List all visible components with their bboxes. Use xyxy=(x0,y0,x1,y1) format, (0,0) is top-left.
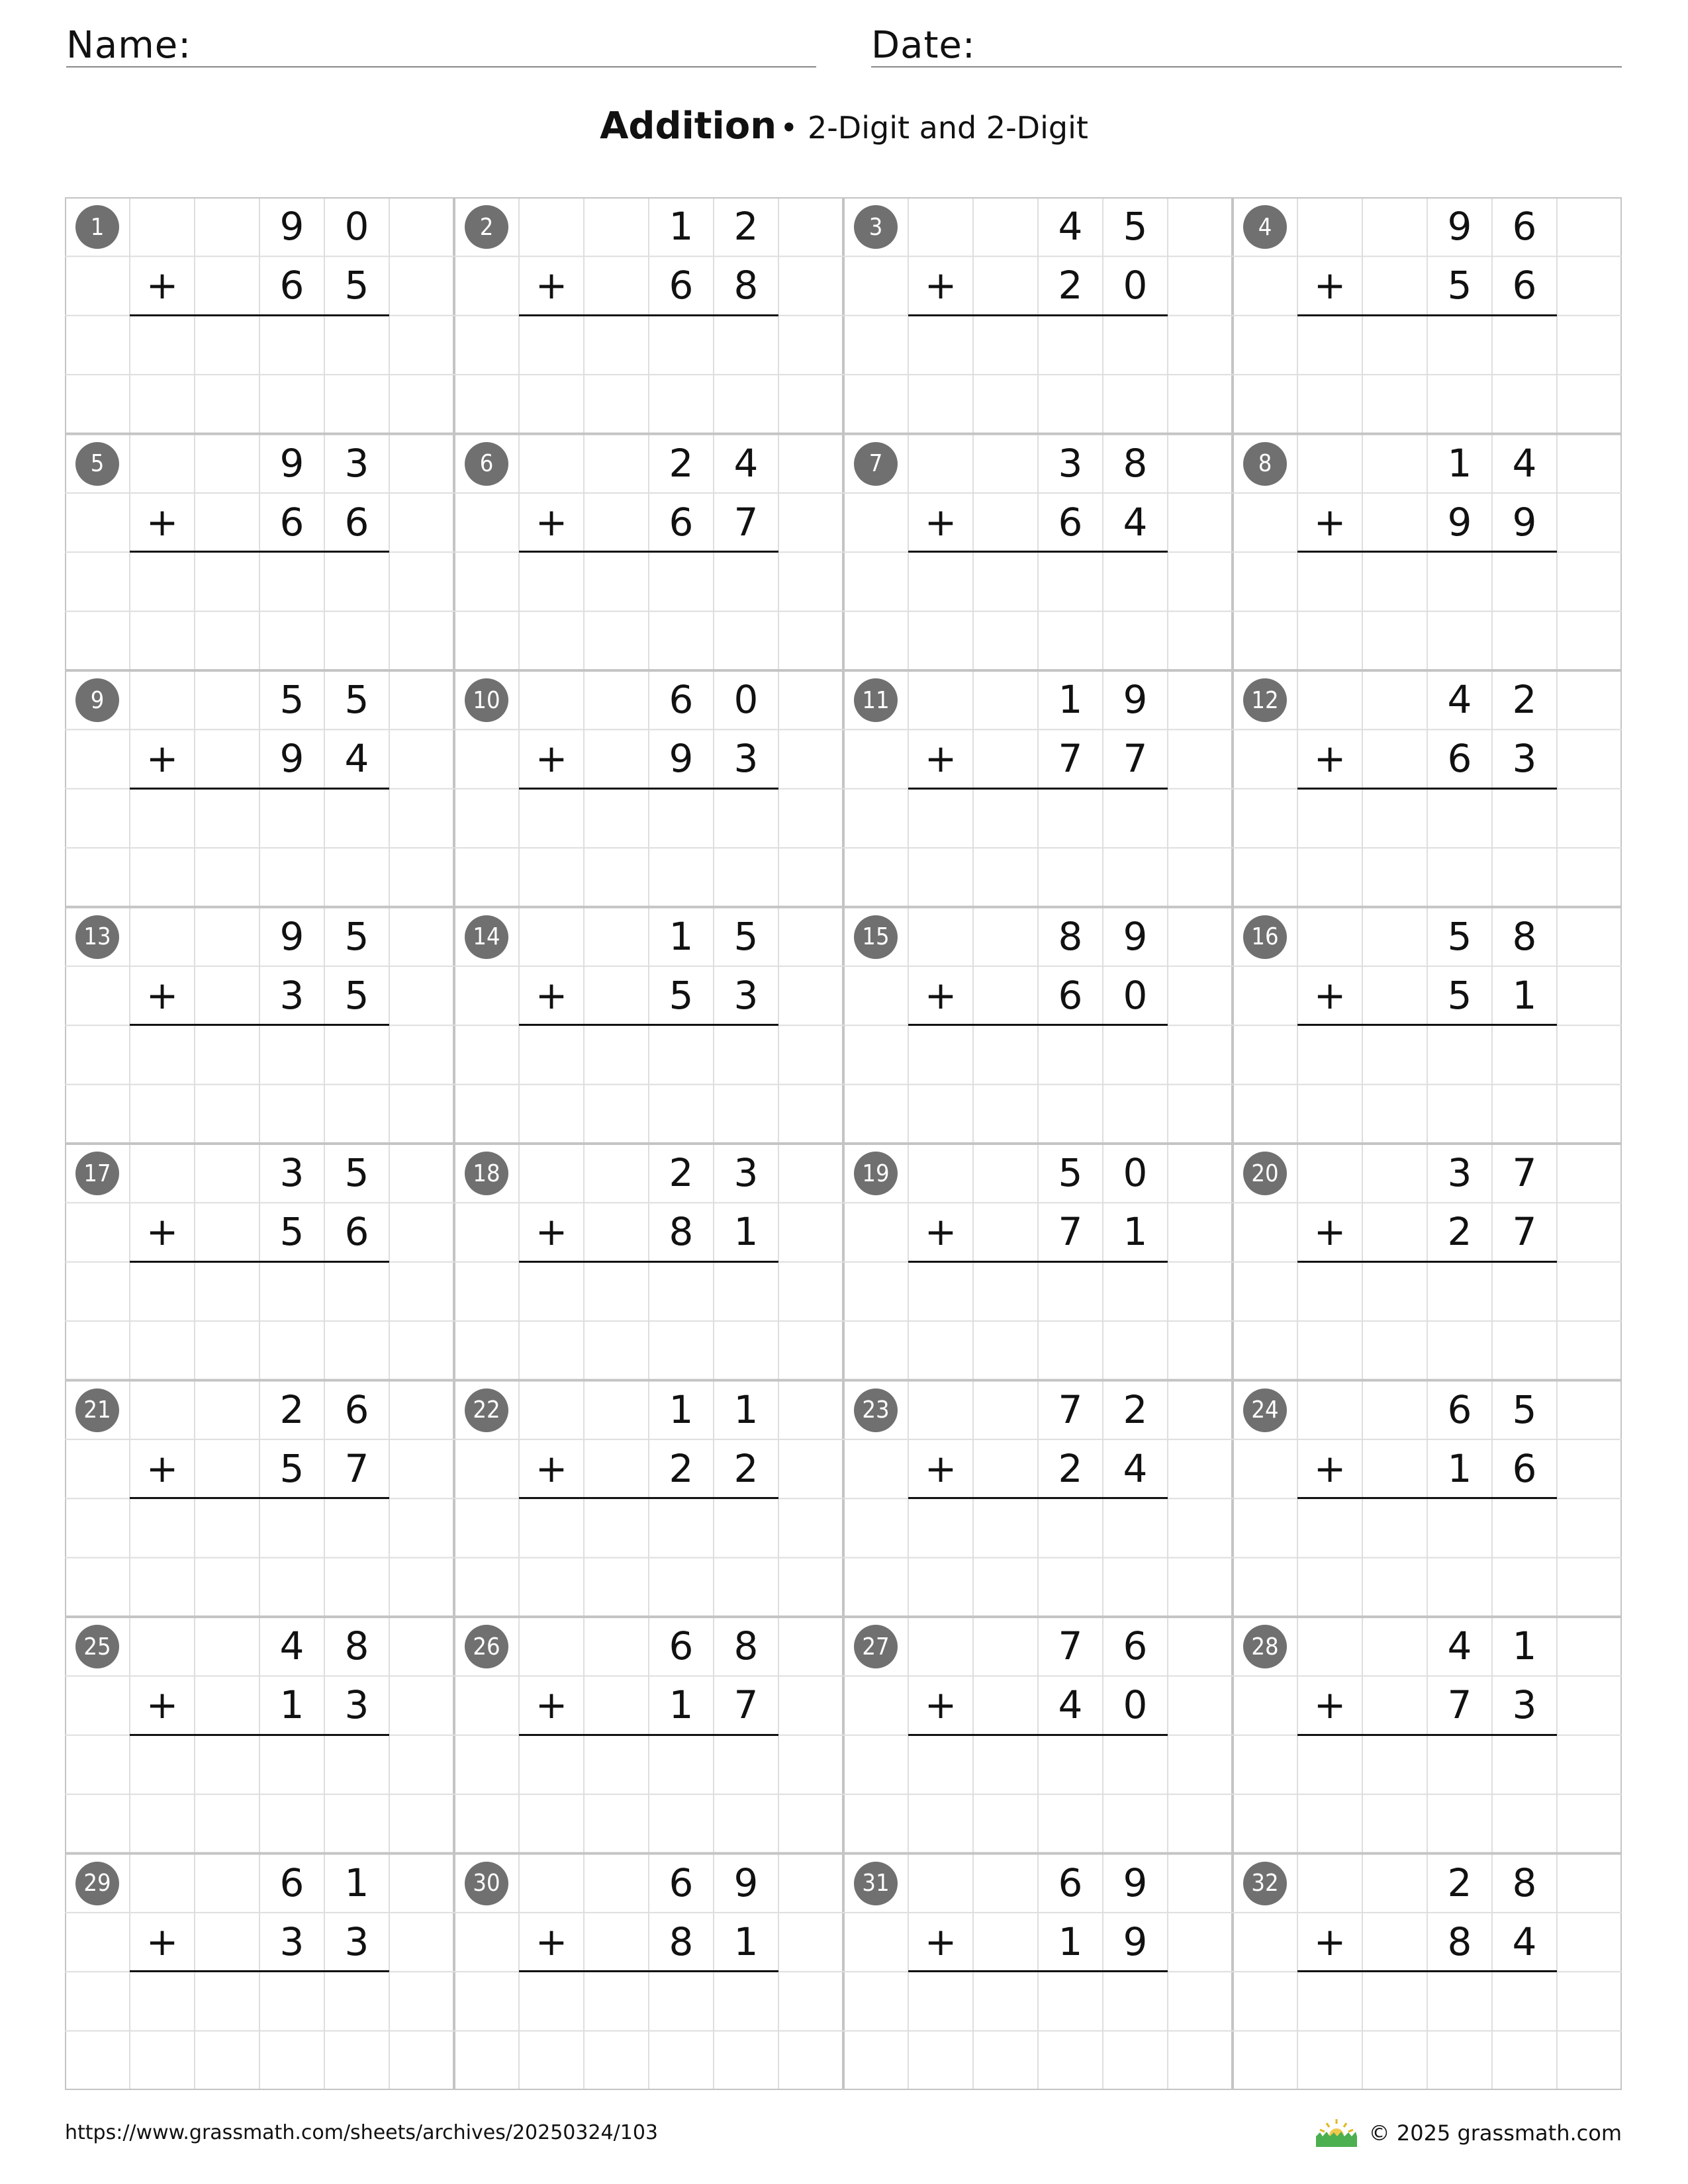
addend-bottom-digit: 5 xyxy=(279,1445,305,1491)
date-input-line[interactable] xyxy=(871,66,1622,68)
addend-top-digit: 1 xyxy=(669,204,694,249)
problem-number-badge: 18 xyxy=(465,1152,508,1195)
addend-top-digit: 9 xyxy=(279,440,305,486)
addend-top-digit: 9 xyxy=(279,913,305,959)
plus-sign: + xyxy=(924,1919,957,1964)
addend-bottom-digit: 1 xyxy=(733,1919,759,1964)
addend-top-digit: 8 xyxy=(1512,1860,1537,1905)
addend-bottom-digit: 6 xyxy=(344,1209,369,1255)
addend-top-digit: 3 xyxy=(344,440,369,486)
addend-bottom-digit: 3 xyxy=(279,1919,305,1964)
addend-bottom-digit: 8 xyxy=(1447,1919,1472,1964)
addend-bottom-digit: 2 xyxy=(1058,263,1083,308)
addend-bottom-digit: 6 xyxy=(1058,972,1083,1018)
plus-sign: + xyxy=(1313,736,1346,782)
addend-top-digit: 3 xyxy=(1447,1150,1472,1195)
answer-area[interactable] xyxy=(908,1498,1168,1617)
addend-bottom-digit: 4 xyxy=(1123,499,1148,545)
plus-sign: + xyxy=(535,1682,568,1728)
problem-number-badge: 28 xyxy=(1243,1625,1287,1668)
answer-area[interactable] xyxy=(519,1972,778,2090)
addend-bottom-digit: 7 xyxy=(1058,736,1083,782)
answer-area[interactable] xyxy=(908,1262,1168,1381)
answer-area[interactable] xyxy=(130,1735,389,1854)
plus-sign: + xyxy=(535,499,568,545)
name-label: Name: xyxy=(66,24,192,67)
addend-bottom-digit: 7 xyxy=(1058,1209,1083,1255)
addend-top-digit: 2 xyxy=(669,440,694,486)
addend-top-digit: 6 xyxy=(344,1387,369,1432)
plus-sign: + xyxy=(924,263,957,308)
addend-top-digit: 3 xyxy=(733,1150,759,1195)
name-input-line[interactable] xyxy=(66,66,816,68)
addend-top-digit: 9 xyxy=(279,204,305,249)
addend-top-digit: 6 xyxy=(279,1860,305,1905)
addend-top-digit: 9 xyxy=(1123,677,1148,722)
addend-top-digit: 2 xyxy=(1512,677,1537,722)
plus-sign: + xyxy=(1313,1682,1346,1728)
plus-sign: + xyxy=(924,1209,957,1255)
addend-bottom-digit: 4 xyxy=(1058,1682,1083,1728)
addend-bottom-digit: 1 xyxy=(1512,972,1537,1018)
addend-top-digit: 9 xyxy=(1447,204,1472,249)
addend-top-digit: 5 xyxy=(1447,913,1472,959)
addend-top-digit: 0 xyxy=(344,204,369,249)
plus-sign: + xyxy=(146,499,179,545)
addend-bottom-digit: 9 xyxy=(1123,1919,1148,1964)
addend-bottom-digit: 1 xyxy=(1447,1445,1472,1491)
problem-number-badge: 16 xyxy=(1243,915,1287,959)
addend-top-digit: 2 xyxy=(669,1150,694,1195)
addend-top-digit: 4 xyxy=(733,440,759,486)
copyright-text: © 2025 grassmath.com xyxy=(1368,2120,1622,2146)
sun-over-grass-icon xyxy=(1313,2118,1360,2148)
addend-bottom-digit: 6 xyxy=(669,263,694,308)
addend-bottom-digit: 4 xyxy=(344,736,369,782)
problem-number-badge: 27 xyxy=(854,1625,898,1668)
addend-bottom-digit: 6 xyxy=(1058,499,1083,545)
problem-number-badge: 13 xyxy=(75,915,119,959)
problem-number-badge: 2 xyxy=(465,205,508,249)
addend-top-digit: 5 xyxy=(344,1150,369,1195)
addend-bottom-digit: 6 xyxy=(669,499,694,545)
answer-area[interactable] xyxy=(519,1262,778,1381)
plus-sign: + xyxy=(146,1445,179,1491)
plus-sign: + xyxy=(535,1919,568,1964)
addend-bottom-digit: 2 xyxy=(1058,1445,1083,1491)
addend-top-digit: 8 xyxy=(1512,913,1537,959)
plus-sign: + xyxy=(1313,263,1346,308)
addend-bottom-digit: 0 xyxy=(1123,1682,1148,1728)
addend-top-digit: 9 xyxy=(733,1860,759,1905)
problem-grid xyxy=(65,197,1622,2090)
addend-top-digit: 1 xyxy=(1058,677,1083,722)
addend-top-digit: 0 xyxy=(1123,1150,1148,1195)
addend-top-digit: 6 xyxy=(1447,1387,1472,1432)
plus-sign: + xyxy=(535,1209,568,1255)
addend-bottom-digit: 3 xyxy=(344,1682,369,1728)
plus-sign: + xyxy=(146,972,179,1018)
plus-sign: + xyxy=(924,1445,957,1491)
addend-bottom-digit: 3 xyxy=(1512,1682,1537,1728)
addend-top-digit: 1 xyxy=(669,913,694,959)
answer-area[interactable] xyxy=(1297,316,1557,434)
addend-top-digit: 2 xyxy=(279,1387,305,1432)
addend-bottom-digit: 9 xyxy=(1447,499,1472,545)
answer-area[interactable] xyxy=(519,316,778,434)
addend-top-digit: 1 xyxy=(733,1387,759,1432)
addend-bottom-digit: 8 xyxy=(669,1919,694,1964)
addend-bottom-digit: 6 xyxy=(1512,1445,1537,1491)
addend-bottom-digit: 5 xyxy=(1447,972,1472,1018)
problem-number-badge: 21 xyxy=(75,1388,119,1432)
answer-area[interactable] xyxy=(1297,1025,1557,1144)
plus-sign: + xyxy=(1313,972,1346,1018)
addend-bottom-digit: 1 xyxy=(279,1682,305,1728)
addend-top-digit: 6 xyxy=(669,1860,694,1905)
addend-top-digit: 5 xyxy=(1058,1150,1083,1195)
addend-bottom-digit: 7 xyxy=(344,1445,369,1491)
addend-bottom-digit: 7 xyxy=(733,1682,759,1728)
addend-top-digit: 8 xyxy=(344,1623,369,1668)
addend-top-digit: 5 xyxy=(1512,1387,1537,1432)
addend-top-digit: 7 xyxy=(1058,1387,1083,1432)
addend-top-digit: 5 xyxy=(1123,204,1148,249)
answer-area[interactable] xyxy=(130,1025,389,1144)
title-main: Addition xyxy=(600,105,777,148)
plus-sign: + xyxy=(1313,1919,1346,1964)
problem-number-badge: 29 xyxy=(75,1862,119,1905)
addend-bottom-digit: 1 xyxy=(733,1209,759,1255)
addend-top-digit: 4 xyxy=(1512,440,1537,486)
problem-number-badge: 5 xyxy=(75,442,119,486)
answer-area[interactable] xyxy=(1297,1735,1557,1854)
addend-bottom-digit: 2 xyxy=(1447,1209,1472,1255)
problem-number-badge: 1 xyxy=(75,205,119,249)
addend-bottom-digit: 6 xyxy=(1447,736,1472,782)
addend-bottom-digit: 9 xyxy=(279,736,305,782)
answer-area[interactable] xyxy=(130,1262,389,1381)
answer-area[interactable] xyxy=(908,1025,1168,1144)
problem-number-badge: 20 xyxy=(1243,1152,1287,1195)
addend-top-digit: 6 xyxy=(1123,1623,1148,1668)
addend-top-digit: 5 xyxy=(279,677,305,722)
problem-number-badge: 19 xyxy=(854,1152,898,1195)
addend-top-digit: 5 xyxy=(344,913,369,959)
worksheet-title xyxy=(0,105,1688,148)
answer-area[interactable] xyxy=(908,1735,1168,1854)
addend-bottom-digit: 1 xyxy=(1058,1919,1083,1964)
addend-bottom-digit: 3 xyxy=(1512,736,1537,782)
answer-area[interactable] xyxy=(1297,552,1557,670)
plus-sign: + xyxy=(924,736,957,782)
problem-number-badge: 8 xyxy=(1243,442,1287,486)
addend-top-digit: 8 xyxy=(733,1623,759,1668)
answer-area[interactable] xyxy=(130,789,389,907)
addend-top-digit: 4 xyxy=(1447,1623,1472,1668)
problem-number-badge: 3 xyxy=(854,205,898,249)
title-subtitle: • 2-Digit and 2-Digit xyxy=(780,110,1088,146)
answer-area[interactable] xyxy=(130,316,389,434)
problem-number-badge: 14 xyxy=(465,915,508,959)
addend-bottom-digit: 6 xyxy=(279,263,305,308)
problem-number-badge: 23 xyxy=(854,1388,898,1432)
problem-number-badge: 24 xyxy=(1243,1388,1287,1432)
addend-top-digit: 5 xyxy=(344,677,369,722)
problem-number-badge: 9 xyxy=(75,678,119,722)
answer-area[interactable] xyxy=(130,552,389,670)
answer-area[interactable] xyxy=(519,552,778,670)
addend-bottom-digit: 9 xyxy=(669,736,694,782)
answer-area[interactable] xyxy=(519,789,778,907)
addend-bottom-digit: 3 xyxy=(733,736,759,782)
addend-bottom-digit: 9 xyxy=(1512,499,1537,545)
problem-number-badge: 15 xyxy=(854,915,898,959)
answer-area[interactable] xyxy=(519,1025,778,1144)
addend-top-digit: 4 xyxy=(1058,204,1083,249)
addend-bottom-digit: 0 xyxy=(1123,972,1148,1018)
addend-top-digit: 0 xyxy=(733,677,759,722)
addend-top-digit: 2 xyxy=(733,204,759,249)
problem-number-badge: 31 xyxy=(854,1862,898,1905)
addend-top-digit: 6 xyxy=(669,1623,694,1668)
date-label: Date: xyxy=(871,24,976,67)
plus-sign: + xyxy=(924,972,957,1018)
addend-bottom-digit: 6 xyxy=(1512,263,1537,308)
footer-url: https://www.grassmath.com/sheets/archives/20250324/103 xyxy=(65,2121,659,2144)
answer-area[interactable] xyxy=(130,1498,389,1617)
problem-number-badge: 17 xyxy=(75,1152,119,1195)
addend-top-digit: 1 xyxy=(669,1387,694,1432)
answer-area[interactable] xyxy=(908,789,1168,907)
addend-bottom-digit: 3 xyxy=(344,1919,369,1964)
addend-bottom-digit: 8 xyxy=(733,263,759,308)
plus-sign: + xyxy=(1313,499,1346,545)
addend-bottom-digit: 5 xyxy=(279,1209,305,1255)
addend-bottom-digit: 2 xyxy=(733,1445,759,1491)
answer-area[interactable] xyxy=(519,1735,778,1854)
addend-bottom-digit: 3 xyxy=(279,972,305,1018)
addend-top-digit: 2 xyxy=(1123,1387,1148,1432)
addend-top-digit: 5 xyxy=(733,913,759,959)
answer-area[interactable] xyxy=(130,1972,389,2090)
plus-sign: + xyxy=(535,1445,568,1491)
addend-top-digit: 1 xyxy=(1512,1623,1537,1668)
answer-area[interactable] xyxy=(1297,1972,1557,2090)
addend-bottom-digit: 3 xyxy=(733,972,759,1018)
problem-number-badge: 7 xyxy=(854,442,898,486)
plus-sign: + xyxy=(146,736,179,782)
plus-sign: + xyxy=(924,1682,957,1728)
addend-bottom-digit: 1 xyxy=(669,1682,694,1728)
plus-sign: + xyxy=(535,972,568,1018)
problem-number-badge: 11 xyxy=(854,678,898,722)
plus-sign: + xyxy=(146,1682,179,1728)
addend-top-digit: 4 xyxy=(1447,677,1472,722)
addend-bottom-digit: 6 xyxy=(279,499,305,545)
addend-top-digit: 8 xyxy=(1123,440,1148,486)
addend-top-digit: 9 xyxy=(1123,1860,1148,1905)
addend-bottom-digit: 5 xyxy=(669,972,694,1018)
addend-bottom-digit: 7 xyxy=(1447,1682,1472,1728)
problem-number-badge: 12 xyxy=(1243,678,1287,722)
plus-sign: + xyxy=(535,736,568,782)
answer-area[interactable] xyxy=(908,316,1168,434)
problem-number-badge: 10 xyxy=(465,678,508,722)
addend-top-digit: 1 xyxy=(344,1860,369,1905)
addend-bottom-digit: 5 xyxy=(1447,263,1472,308)
answer-area[interactable] xyxy=(1297,1262,1557,1381)
addend-bottom-digit: 1 xyxy=(1123,1209,1148,1255)
addend-bottom-digit: 5 xyxy=(344,972,369,1018)
plus-sign: + xyxy=(924,499,957,545)
addend-top-digit: 7 xyxy=(1512,1150,1537,1195)
addend-top-digit: 3 xyxy=(279,1150,305,1195)
addend-bottom-digit: 5 xyxy=(344,263,369,308)
problem-number-badge: 30 xyxy=(465,1862,508,1905)
plus-sign: + xyxy=(146,1209,179,1255)
problem-number-badge: 4 xyxy=(1243,205,1287,249)
addend-bottom-digit: 7 xyxy=(1512,1209,1537,1255)
addend-top-digit: 8 xyxy=(1058,913,1083,959)
addend-bottom-digit: 0 xyxy=(1123,263,1148,308)
plus-sign: + xyxy=(146,263,179,308)
plus-sign: + xyxy=(1313,1445,1346,1491)
plus-sign: + xyxy=(535,263,568,308)
plus-sign: + xyxy=(1313,1209,1346,1255)
addend-top-digit: 2 xyxy=(1447,1860,1472,1905)
answer-area[interactable] xyxy=(1297,789,1557,907)
addend-top-digit: 7 xyxy=(1058,1623,1083,1668)
addend-top-digit: 6 xyxy=(1058,1860,1083,1905)
plus-sign: + xyxy=(146,1919,179,1964)
problem-number-badge: 25 xyxy=(75,1625,119,1668)
answer-area[interactable] xyxy=(1297,1498,1557,1617)
problem-number-badge: 32 xyxy=(1243,1862,1287,1905)
problem-number-badge: 22 xyxy=(465,1388,508,1432)
problem-number-badge: 6 xyxy=(465,442,508,486)
addend-top-digit: 6 xyxy=(1512,204,1537,249)
addend-top-digit: 6 xyxy=(669,677,694,722)
answer-area[interactable] xyxy=(908,552,1168,670)
addend-bottom-digit: 4 xyxy=(1123,1445,1148,1491)
addend-bottom-digit: 4 xyxy=(1512,1919,1537,1964)
addend-top-digit: 1 xyxy=(1447,440,1472,486)
addend-bottom-digit: 7 xyxy=(1123,736,1148,782)
addend-bottom-digit: 2 xyxy=(669,1445,694,1491)
addend-bottom-digit: 8 xyxy=(669,1209,694,1255)
answer-area[interactable] xyxy=(908,1972,1168,2090)
addend-bottom-digit: 7 xyxy=(733,499,759,545)
answer-area[interactable] xyxy=(519,1498,778,1617)
addend-top-digit: 3 xyxy=(1058,440,1083,486)
addend-top-digit: 9 xyxy=(1123,913,1148,959)
footer-brand xyxy=(1313,2118,1622,2148)
addend-bottom-digit: 6 xyxy=(344,499,369,545)
addend-top-digit: 4 xyxy=(279,1623,305,1668)
problem-number-badge: 26 xyxy=(465,1625,508,1668)
